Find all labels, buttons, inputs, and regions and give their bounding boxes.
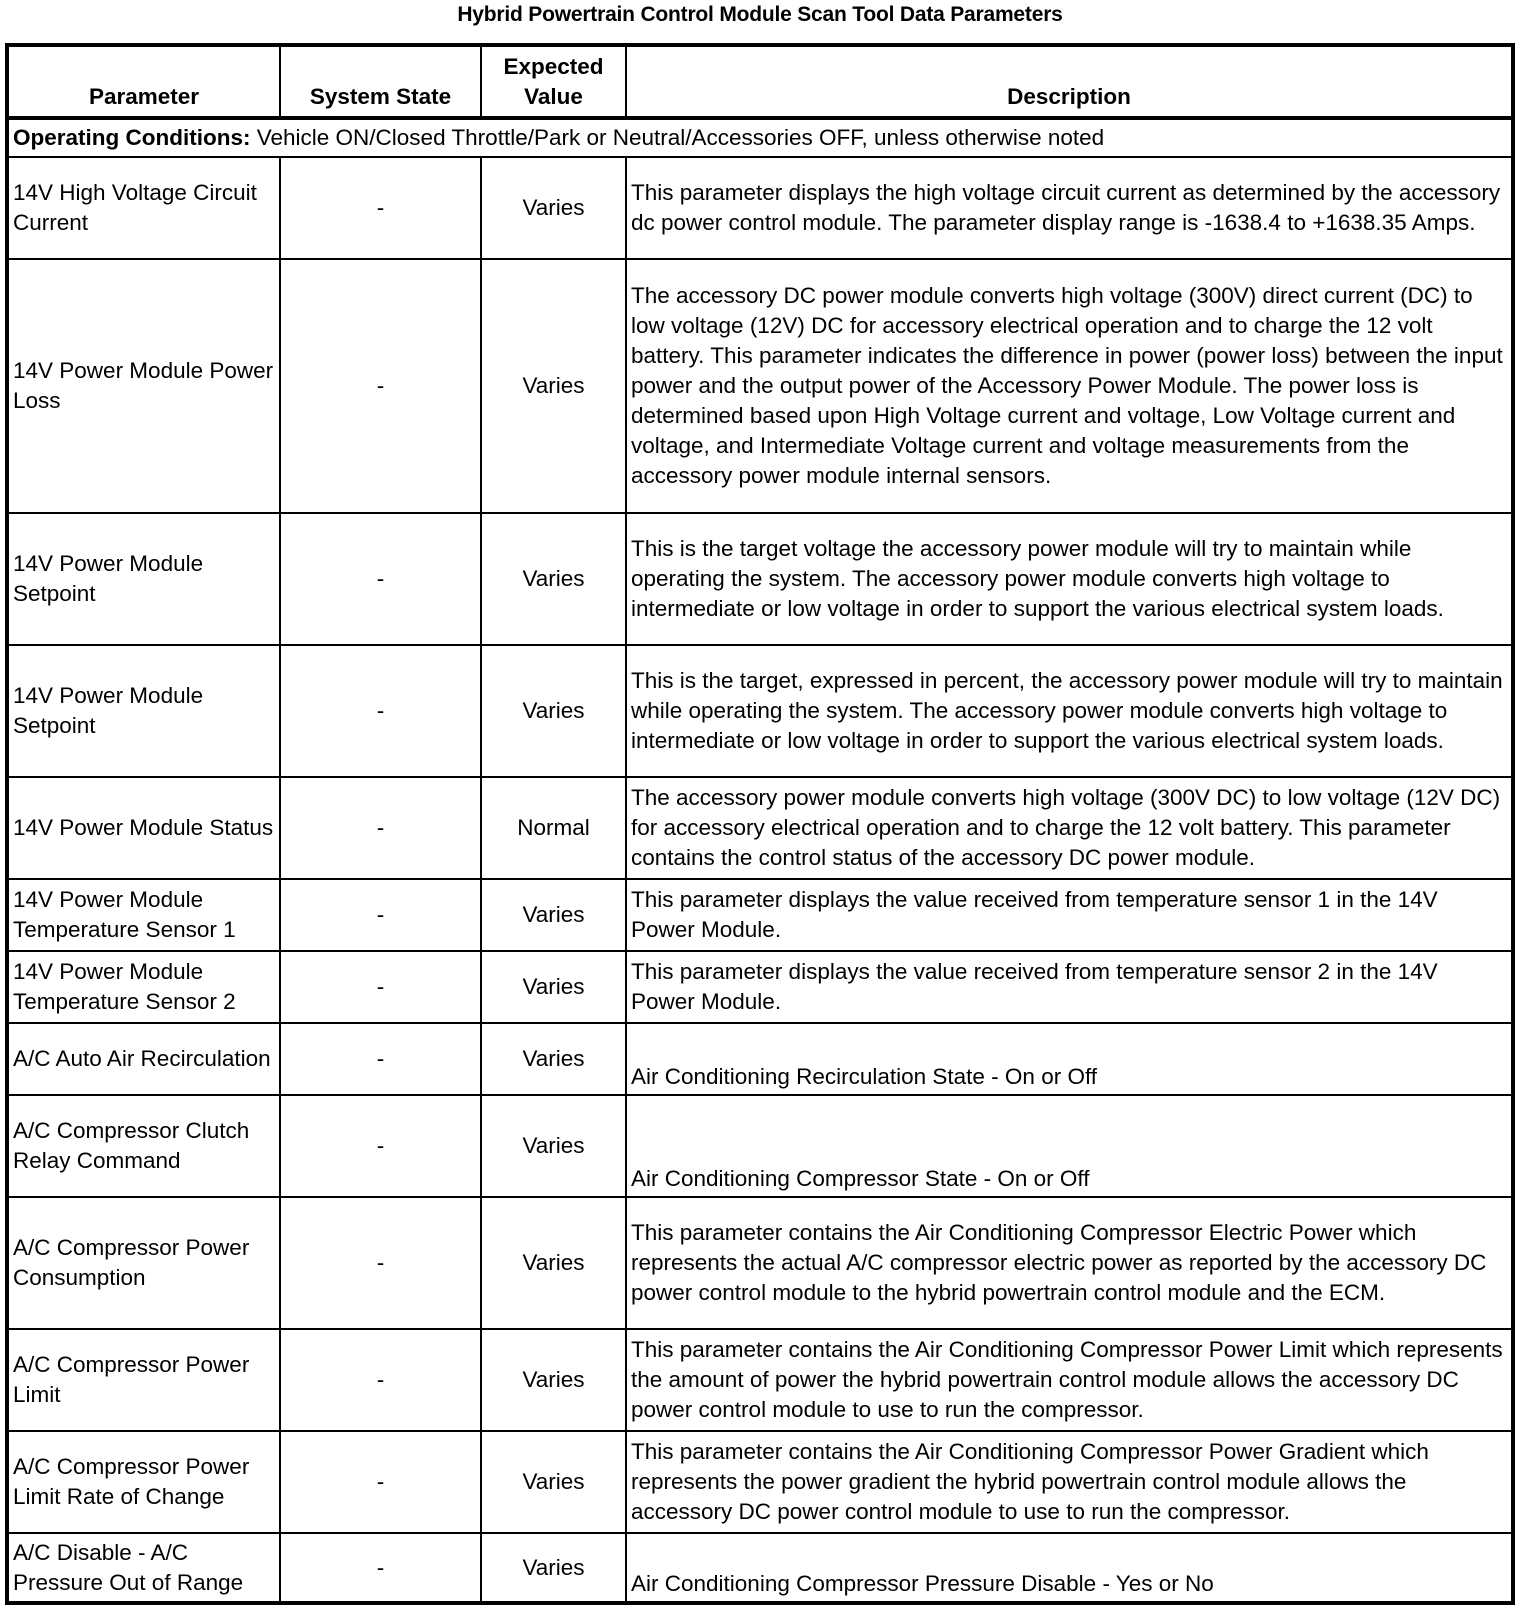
expected-value-cell: Varies xyxy=(481,157,626,259)
operating-conditions-text: Vehicle ON/Closed Throttle/Park or Neutral/Accessories OFF, unless otherwise noted xyxy=(250,125,1105,150)
operating-conditions-cell xyxy=(7,118,1513,157)
parameter-cell: 14V Power Module Temperature Sensor 1 xyxy=(7,879,280,951)
description-cell: This parameter contains the Air Conditioning Compressor Power Limit which represents the amount of power the hybrid powertrain control module allows the accessory DC power control module to use to run the compressor. xyxy=(626,1329,1513,1431)
parameter-cell: A/C Disable - A/C Pressure Out of Range xyxy=(7,1533,280,1603)
system-state-cell: - xyxy=(280,1533,481,1603)
description-cell: Air Conditioning Compressor Pressure Disable - Yes or No xyxy=(626,1533,1513,1603)
table-row xyxy=(7,777,1513,879)
description-cell: This parameter contains the Air Conditioning Compressor Electric Power which represents the actual A/C compressor electric power as reported by the accessory DC power control module to the hybrid powertrain control module and the ECM. xyxy=(626,1197,1513,1329)
system-state-cell: - xyxy=(280,1431,481,1533)
parameter-cell: 14V Power Module Power Loss xyxy=(7,259,280,513)
operating-conditions-row xyxy=(7,118,1513,157)
system-state-cell: - xyxy=(280,777,481,879)
parameter-cell: A/C Compressor Power Limit Rate of Change xyxy=(7,1431,280,1533)
description-cell: This is the target, expressed in percent, the accessory power module will try to maintain while operating the system. The accessory power module converts high voltage to intermediate or low voltage in order to support the various electrical system loads. xyxy=(626,645,1513,777)
expected-value-cell: Varies xyxy=(481,1329,626,1431)
description-cell: This parameter displays the value received from temperature sensor 1 in the 14V Power Module. xyxy=(626,879,1513,951)
parameter-cell: A/C Compressor Power Limit xyxy=(7,1329,280,1431)
parameter-cell: 14V Power Module Status xyxy=(7,777,280,879)
table-row xyxy=(7,951,1513,1023)
scan-tool-data-table xyxy=(5,43,1515,1605)
table-row xyxy=(7,513,1513,645)
table-row xyxy=(7,1533,1513,1603)
system-state-cell: - xyxy=(280,259,481,513)
description-cell: This is the target voltage the accessory power module will try to maintain while operating the system. The accessory power module converts high voltage to intermediate or low voltage in order to support the various electrical system loads. xyxy=(626,513,1513,645)
column-header-parameter: Parameter xyxy=(7,45,280,118)
expected-value-cell: Varies xyxy=(481,879,626,951)
system-state-cell: - xyxy=(280,1329,481,1431)
table-row xyxy=(7,1329,1513,1431)
page-title: Hybrid Powertrain Control Module Scan Tool Data Parameters xyxy=(457,3,1063,26)
parameter-cell: A/C Auto Air Recirculation xyxy=(7,1023,280,1095)
system-state-cell: - xyxy=(280,1197,481,1329)
expected-value-cell: Varies xyxy=(481,513,626,645)
expected-value-cell: Varies xyxy=(481,645,626,777)
system-state-cell: - xyxy=(280,1023,481,1095)
table-row xyxy=(7,1197,1513,1329)
expected-value-cell: Varies xyxy=(481,1197,626,1329)
expected-value-cell: Varies xyxy=(481,1023,626,1095)
description-cell: This parameter contains the Air Conditioning Compressor Power Gradient which represents the power gradient the hybrid powertrain control module allows the accessory DC power control module to use to run the compressor. xyxy=(626,1431,1513,1533)
system-state-cell: - xyxy=(280,645,481,777)
system-state-cell: - xyxy=(280,951,481,1023)
description-cell: This parameter displays the high voltage circuit current as determined by the accessory dc power control module. The parameter display range is -1638.4 to +1638.35 Amps. xyxy=(626,157,1513,259)
column-header-expected-value: Expected Value xyxy=(481,45,626,118)
column-header-description: Description xyxy=(626,45,1513,118)
system-state-cell: - xyxy=(280,1095,481,1197)
table-row xyxy=(7,1095,1513,1197)
system-state-cell: - xyxy=(280,879,481,951)
description-cell: The accessory DC power module converts high voltage (300V) direct current (DC) to low voltage (12V) DC for accessory electrical operation and to charge the 12 volt battery. This parameter indicates the difference in power (power loss) between the input power and the output power of the Accessory Power Module. The power loss is determined based upon High Voltage current and voltage, Low Voltage current and voltage, and Intermediate Voltage current and voltage measurements from the accessory power module internal sensors. xyxy=(626,259,1513,513)
table-row xyxy=(7,157,1513,259)
table-header-row xyxy=(7,45,1513,118)
table-row xyxy=(7,1431,1513,1533)
system-state-cell: - xyxy=(280,157,481,259)
table-row xyxy=(7,879,1513,951)
operating-conditions-label: Operating Conditions: xyxy=(13,125,251,150)
parameter-cell: 14V Power Module Setpoint xyxy=(7,513,280,645)
description-cell: Air Conditioning Compressor State - On or Off xyxy=(626,1095,1513,1197)
expected-value-cell: Varies xyxy=(481,1095,626,1197)
table-row xyxy=(7,259,1513,513)
parameter-cell: A/C Compressor Clutch Relay Command xyxy=(7,1095,280,1197)
column-header-system-state: System State xyxy=(280,45,481,118)
expected-value-cell: Varies xyxy=(481,951,626,1023)
parameter-cell: 14V Power Module Setpoint xyxy=(7,645,280,777)
expected-value-cell: Varies xyxy=(481,1431,626,1533)
expected-value-cell: Varies xyxy=(481,259,626,513)
parameter-cell: 14V Power Module Temperature Sensor 2 xyxy=(7,951,280,1023)
system-state-cell: - xyxy=(280,513,481,645)
description-cell: Air Conditioning Recirculation State - On or Off xyxy=(626,1023,1513,1095)
parameter-cell: 14V High Voltage Circuit Current xyxy=(7,157,280,259)
expected-value-cell: Normal xyxy=(481,777,626,879)
description-cell: The accessory power module converts high voltage (300V DC) to low voltage (12V DC) for accessory electrical operation and to charge the 12 volt battery. This parameter contains the control status of the accessory DC power module. xyxy=(626,777,1513,879)
expected-value-cell: Varies xyxy=(481,1533,626,1603)
description-cell: This parameter displays the value received from temperature sensor 2 in the 14V Power Module. xyxy=(626,951,1513,1023)
table-row xyxy=(7,645,1513,777)
parameter-cell: A/C Compressor Power Consumption xyxy=(7,1197,280,1329)
table-row xyxy=(7,1023,1513,1095)
